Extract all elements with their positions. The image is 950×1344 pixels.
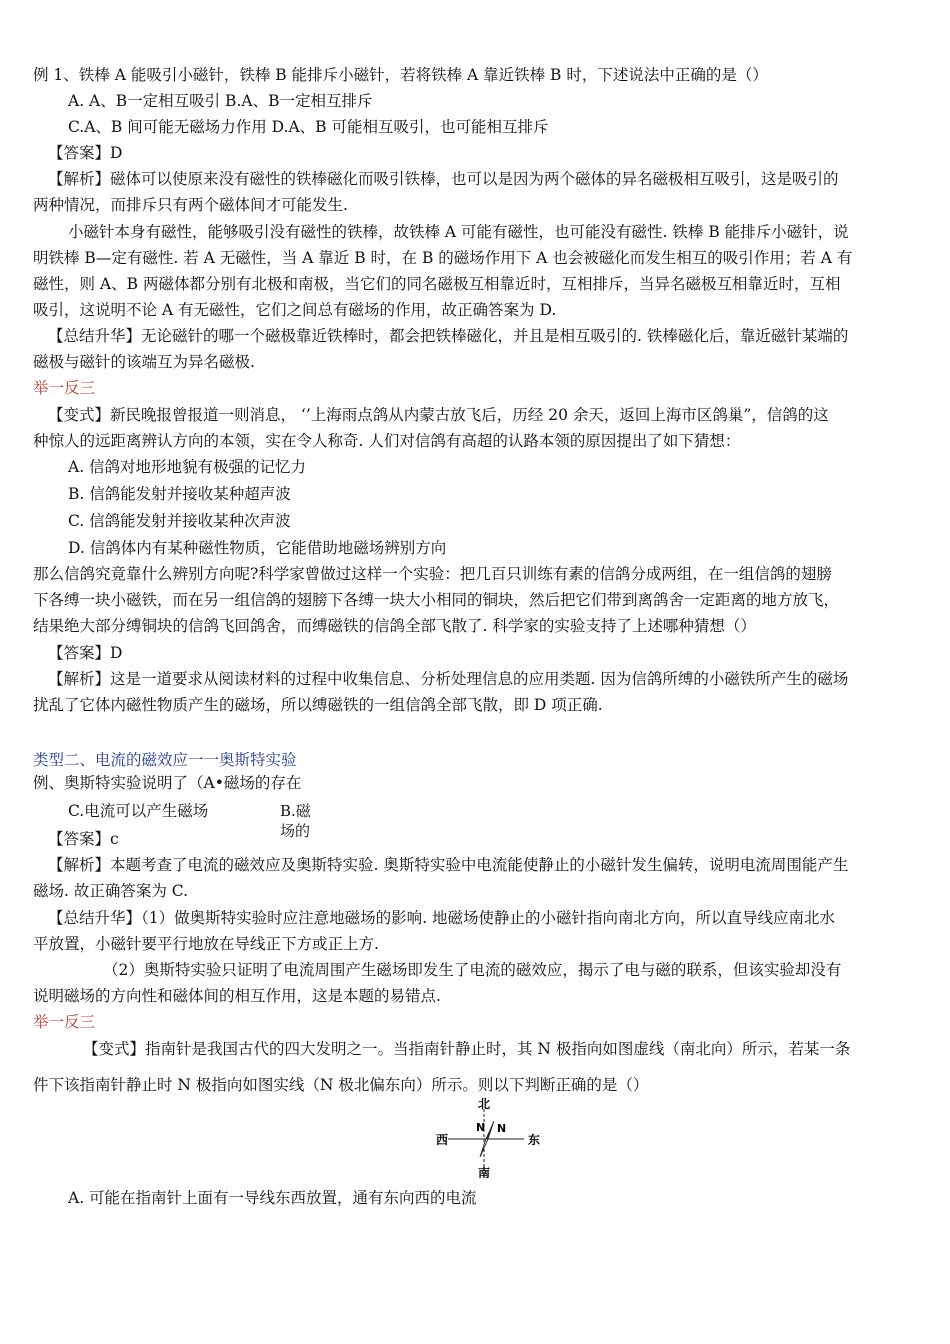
example-1-summary-line-1: 【总结升华】无论磁针的哪一个磁极靠近铁棒时，都会把铁棒磁化，并且是相互吸引的. 铁棒磁化后，靠近磁针某端的 [48,327,849,345]
example-2-summary-line-4: 说明磁场的方向性和磁体间的相互作用，这是本题的易错点. [33,987,441,1005]
variant-1-option-a: A. 信鸽对地形地貌有极强的记忆力 [68,458,307,476]
compass-label-west: 西 [436,1133,449,1147]
variant-1-option-d: D. 信鸽体内有某种磁性物质，它能借助地磁场辨别方向 [68,539,447,557]
example-2-question: 例、奥斯特实验说明了（A•磁场的存在 [33,774,302,792]
example-1-analysis-line-5: 磁性，则 A、B 两磁体都分别有北极和南极，当它们的同名磁极互相靠近时，互相排斥，当异名磁极互相靠近时，互相 [33,275,841,293]
example-2-option-c: C.电流可以产生磁场 [68,802,209,820]
example-1-analysis-line-4: 明铁棒 B—定有磁性. 若 A 无磁性，当 A 靠近 B 时，在 B 的磁场作用下 A 也会被磁化而发生相互的吸引作用；若 A 有 [33,249,853,267]
example-1-analysis-line-6: 吸引，这说明不论 A 有无磁性，它们之间总有磁场的作用，故正确答案为 D. [33,301,557,319]
example-2-answer: 【答案】c [48,830,119,848]
example-1-analysis-line-1: 【解析】磁体可以使原来没有磁性的铁棒磁化而吸引铁棒，也可以是因为两个磁体的异名磁极相互吸引，这是吸引的 [48,170,839,188]
variant-2-line-2: 件下该指南针静止时 N 极指向如图实线（N 极北偏东向）所示。则以下判断正确的是（） [33,1076,649,1094]
section-heading-type-2: 类型二、电流的磁效应一一奥斯特实验 [33,751,297,769]
example-1-option-ab: A. A、B一定相互吸引 B.A、B一定相互排斥 [68,92,373,110]
example-1-analysis-line-3: 小磁针本身有磁性，能够吸引没有磁性的铁棒，故铁棒 A 可能有磁性，也可能没有磁性. 铁棒 B 能排斥小磁针，说 [68,223,849,241]
example-1-question: 例 1、铁棒 A 能吸引小磁针，铁棒 B 能排斥小磁针，若将铁棒 A 靠近铁棒 B 时，下述说法中正确的是（） [33,66,768,84]
compass-label-south: 南 [478,1166,491,1179]
variant-1-experiment-line-1: 那么信鸽究竟靠什么辨别方向呢?科学家曾做过这样一个实验：把几百只训练有素的信鸽分成两组，在一组信鸽的翅膀 [33,565,832,583]
variant-1-option-b: B. 信鸽能发射并接收某种超声波 [68,485,291,503]
variant-1-analysis-line-2: 扰乱了它体内磁性物质产生的磁场，所以缚磁铁的一组信鸽全部飞散，即 D 项正确. [33,696,603,714]
example-2-analysis-line-2: 磁场. 故正确答案为 C. [33,882,189,900]
example-2-summary-line-3: （2）奥斯特实验只证明了电流周围产生磁场即发生了电流的磁效应，揭示了电与磁的联系，但该实验却没有 [103,961,842,979]
compass-label-n-dashed: N [476,1121,486,1134]
example-2-option-b-fragment-1: B.磁 [280,802,311,820]
variant-1-answer: 【答案】D [48,644,123,662]
example-1-answer: 【答案】D [48,144,123,162]
example-2-summary-line-1: 【总结升华】（1）做奥斯特实验时应注意地磁场的影响. 地磁场使静止的小磁针指向南北方向，所以直导线应南北水 [48,909,835,927]
compass-diagram [436,1095,546,1179]
practice-heading-2: 举一反三 [33,1013,96,1031]
variant-2-option-a: A. 可能在指南针上面有一导线东西放置，通有东向西的电流 [68,1189,477,1207]
example-2-summary-line-2: 平放置，小磁针要平行地放在导线正下方或正上方. [33,935,379,953]
example-2-analysis-line-1: 【解析】本题考查了电流的磁效应及奥斯特实验. 奥斯特实验中电流能使静止的小磁针发生偏转，说明电流周围能产生 [48,856,849,874]
example-1-analysis-line-2: 两种情况，而排斥只有两个磁体间才可能发生. [33,196,348,214]
variant-1-analysis-line-1: 【解析】这是一道要求从阅读材料的过程中收集信息、分析处理信息的应用类题. 因为信鸽所缚的小磁铁所产生的磁场 [48,670,849,688]
practice-heading-1: 举一反三 [33,379,96,397]
example-1-summary-line-2: 磁极与磁针的该端互为异名磁极. [33,353,255,371]
compass-label-east: 东 [528,1133,541,1147]
variant-1-line-2: 种惊人的远距离辨认方向的本领，实在令人称奇. 人们对信鸽有高超的认路本领的原因提出了如下猜想： [33,432,741,450]
example-1-option-cd: C.A、B 间可能无磁场力作用 D.A、B 可能相互吸引，也可能相互排斥 [68,118,549,136]
example-2-option-b-fragment-2: 场的 [280,822,311,840]
variant-1-option-c: C. 信鸽能发射并接收某种次声波 [68,512,291,530]
variant-1-experiment-line-2: 下各缚一块小磁铁，而在另一组信鸽的翅膀下各缚一块大小相同的铜块，然后把它们带到离鸽舍一定距离的地方放飞， [33,591,840,609]
variant-1-experiment-line-3: 结果绝大部分缚铜块的信鸽飞回鸽舍，而缚磁铁的信鸽全部飞散了. 科学家的实验支持了上述哪种猜想（） [33,617,756,635]
compass-label-n-solid: N [497,1122,507,1135]
variant-2-line-1: 【变式】指南针是我国古代的四大发明之一。当指南针静止时，其 N 极指向如图虚线（南北向）所示，若某一条 [83,1040,851,1058]
compass-label-north: 北 [478,1097,491,1111]
variant-1-line-1: 【变式】新民晚报曾报道一则消息， ‘’上海雨点鸽从内蒙古放飞后，历经 20 余天，返回上海市区鸽巢”，信鸽的这 [48,406,829,424]
